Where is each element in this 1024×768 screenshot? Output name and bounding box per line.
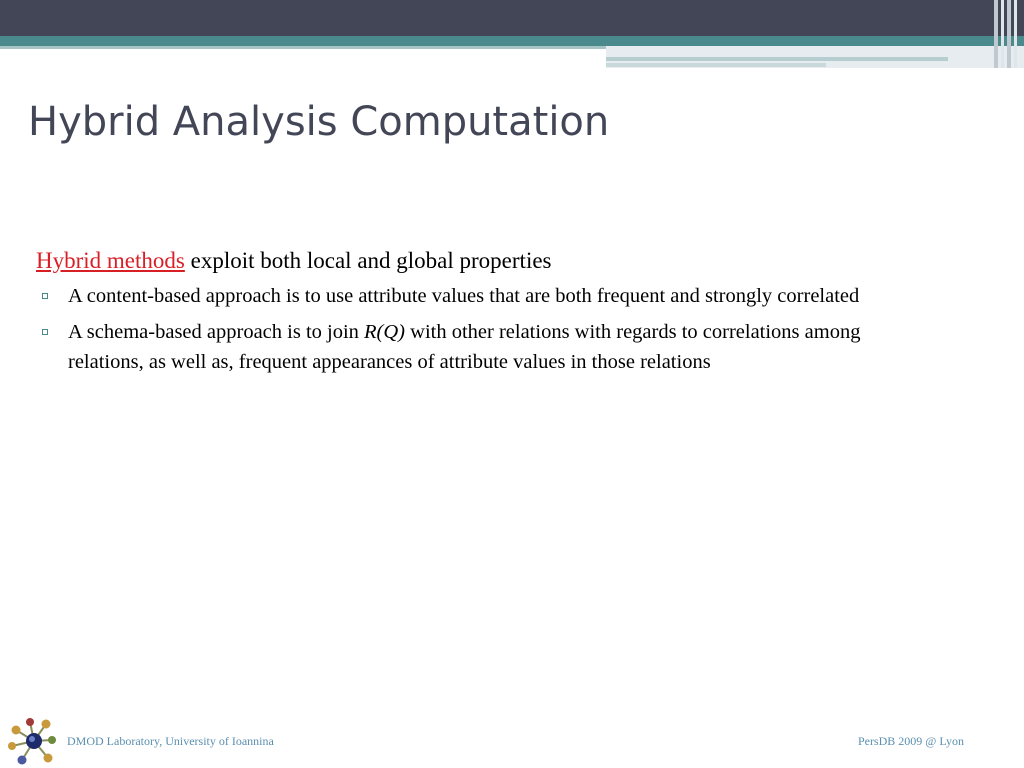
- bullet-item: [36, 281, 910, 311]
- lead-text: exploit both local and global properties: [184, 248, 552, 273]
- molecule-logo-icon: [4, 714, 58, 768]
- header-teal-bar: [0, 36, 1024, 46]
- bullet-text: A content-based approach is to use attribute values that are both frequent and strongly correlated: [68, 285, 860, 307]
- bullet-text-after: with other relations with regards to correlations among relations, as well as, frequent appearances of attribute values in those relations: [68, 321, 861, 373]
- header-thin-line: [0, 46, 606, 49]
- bullet-text-before: A schema-based approach is to join: [68, 321, 365, 343]
- header-stripe: [1001, 0, 1004, 68]
- square-bullet-icon: [42, 293, 48, 299]
- header-stripe: [1014, 0, 1017, 68]
- bullet-list: [36, 281, 936, 377]
- hybrid-methods-link[interactable]: Hybrid methods: [36, 248, 185, 273]
- bullet-item: [36, 317, 910, 377]
- header-dark-bar: [0, 0, 1024, 36]
- header-stripe: [994, 0, 998, 68]
- slide-body: [36, 245, 936, 383]
- square-bullet-icon: [42, 329, 48, 335]
- lead-paragraph: [36, 245, 936, 277]
- footer-event-name: PersDB 2009 @ Lyon: [857, 734, 964, 748]
- header-stripe: [1007, 0, 1011, 68]
- footer-lab-name: DMOD Laboratory, University of Ioannina: [67, 734, 274, 748]
- header-accent-line: [606, 57, 948, 61]
- slide-title: Hybrid Analysis Computation: [28, 99, 610, 145]
- header-accent-line-short: [606, 63, 826, 67]
- relation-formula: R(Q): [364, 321, 406, 343]
